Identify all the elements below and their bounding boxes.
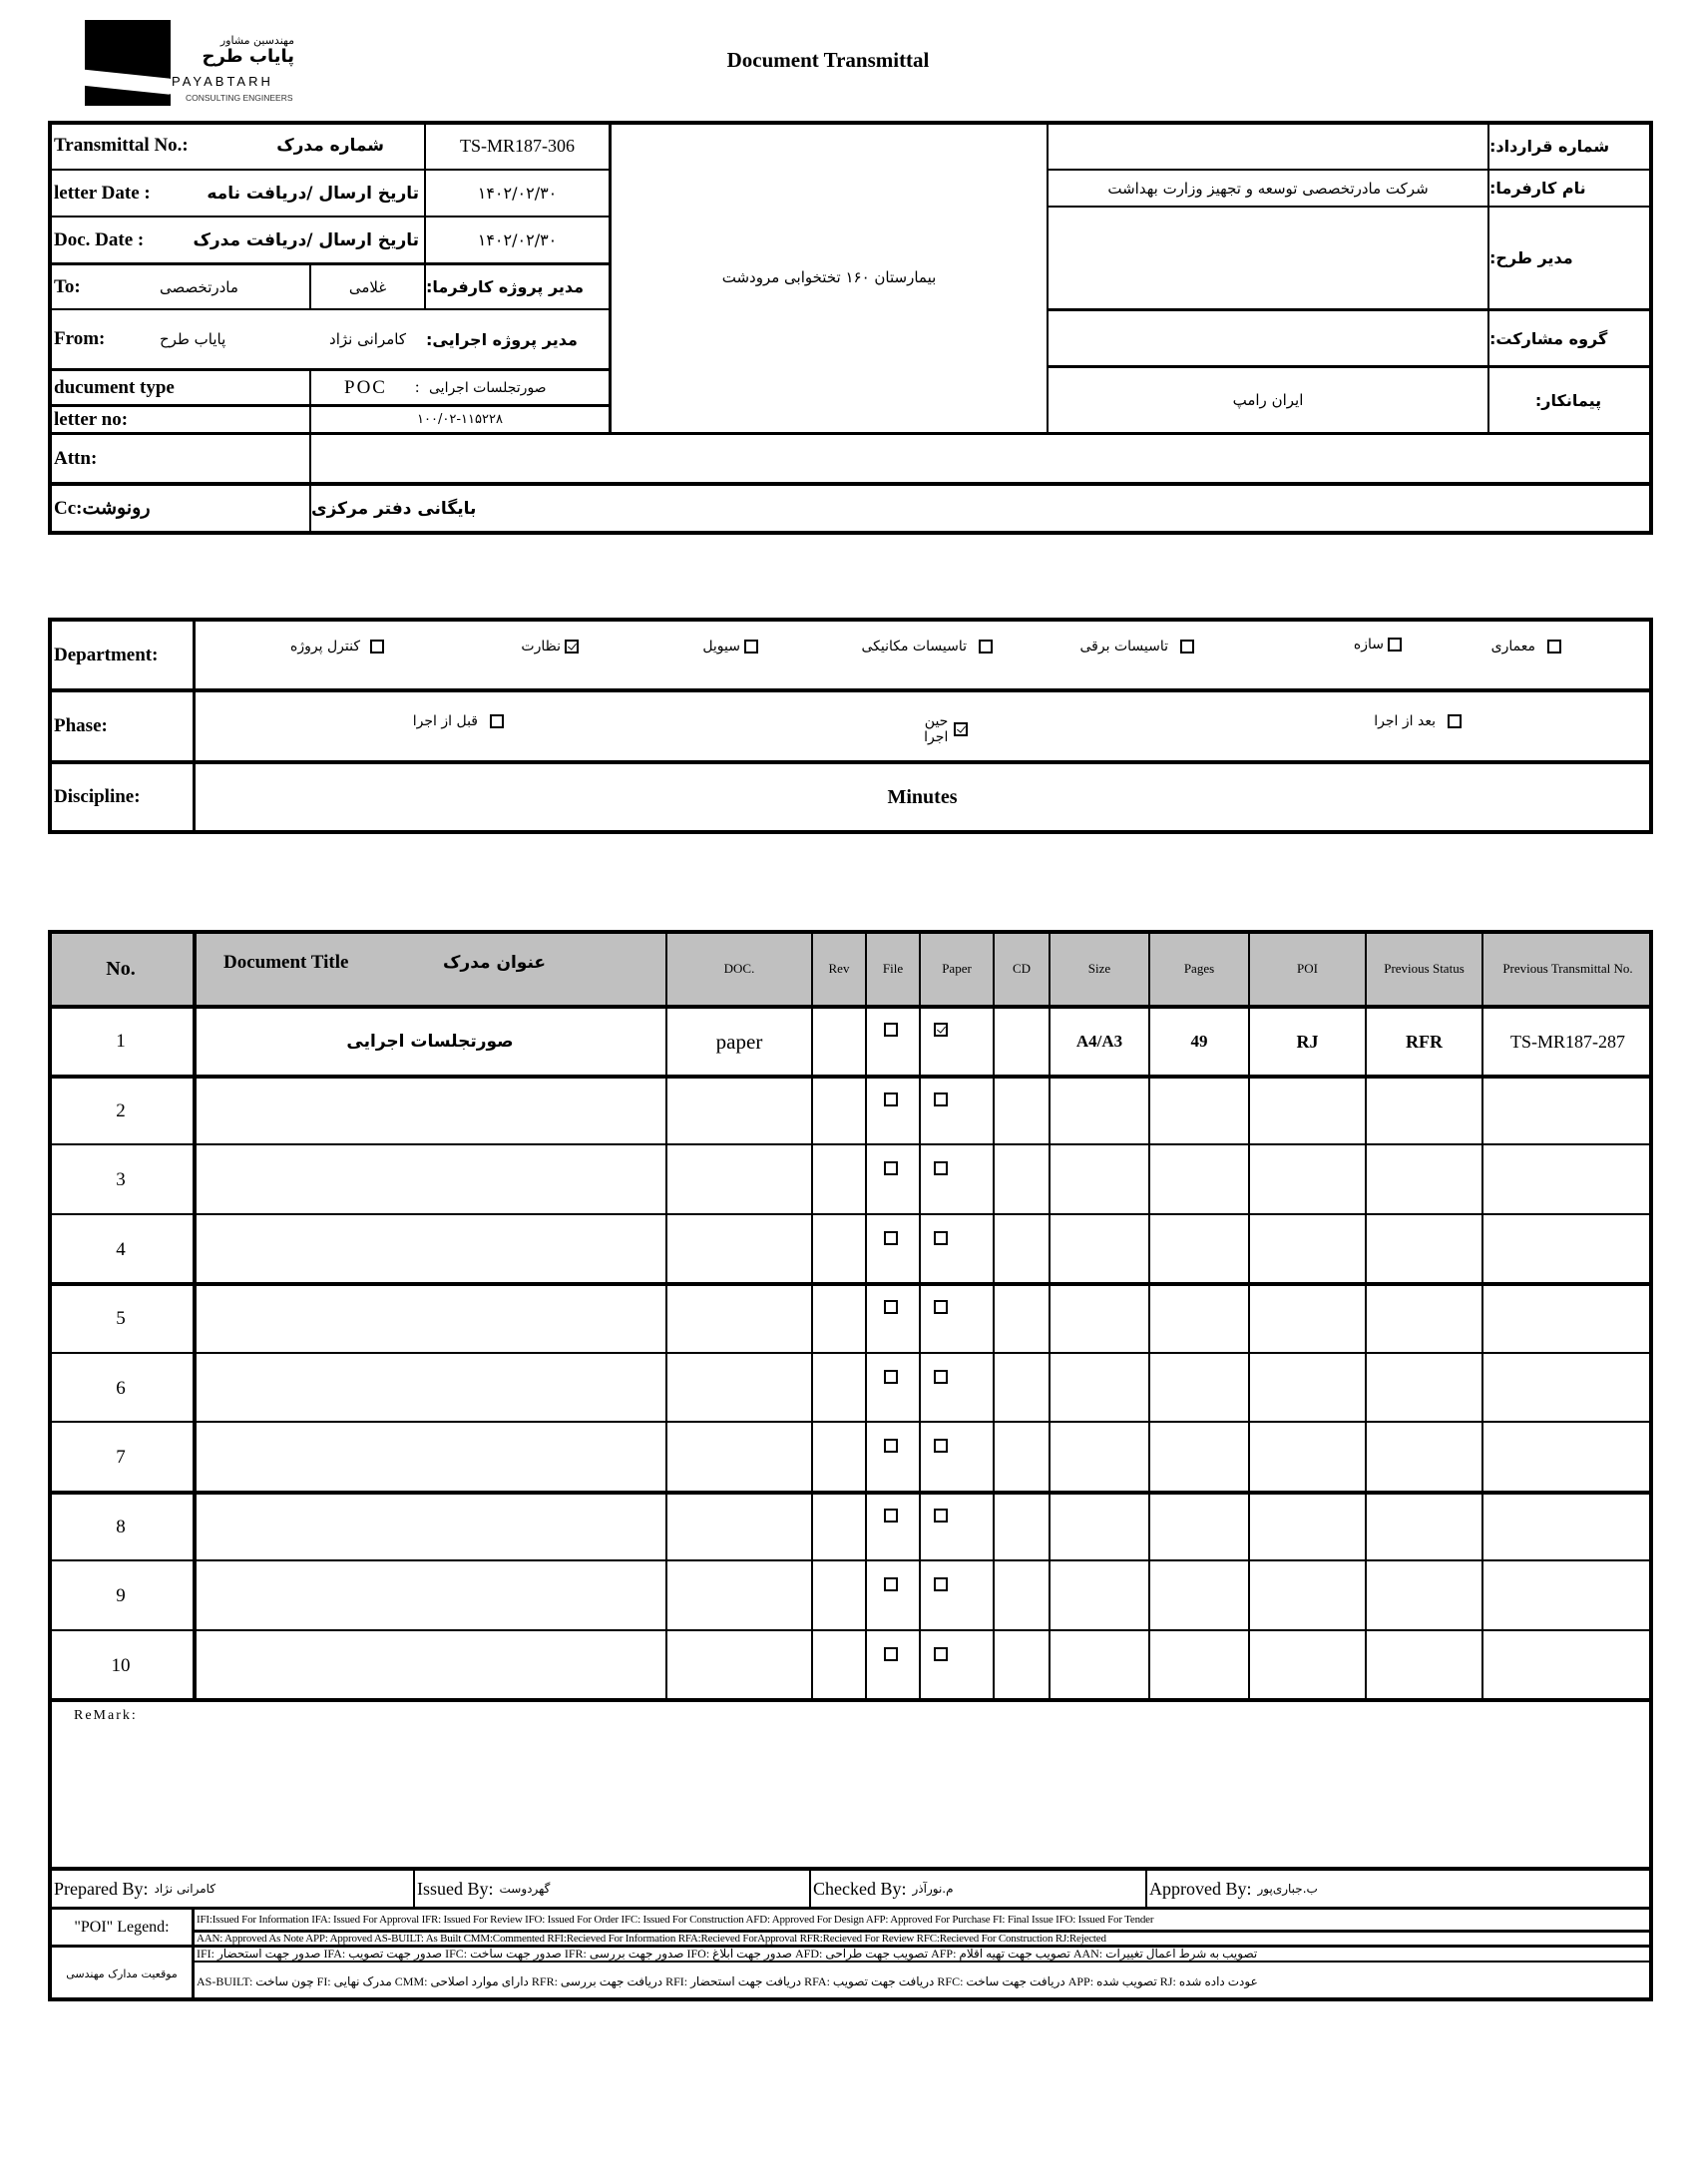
- rev-cell[interactable]: [812, 1425, 866, 1491]
- document-title-cell[interactable]: صورتجلسات اجرایی: [346, 1032, 514, 1052]
- previous-transmittal-cell[interactable]: [1482, 1633, 1653, 1699]
- doc-cell[interactable]: [666, 1633, 812, 1699]
- prepared-by-label: Prepared By:: [54, 1878, 149, 1899]
- document-title-cell[interactable]: [194, 1147, 666, 1213]
- poi-cell[interactable]: [1249, 1079, 1366, 1144]
- checkbox-icon[interactable]: [1448, 714, 1462, 728]
- rev-cell[interactable]: [812, 1633, 866, 1699]
- size-cell[interactable]: [1050, 1217, 1149, 1283]
- doc-cell[interactable]: paper: [715, 1029, 763, 1054]
- file-checkbox[interactable]: [884, 1645, 898, 1663]
- attn-value[interactable]: [311, 435, 1648, 482]
- row-number: 5: [116, 1308, 126, 1329]
- column-header-no: No.: [106, 957, 136, 980]
- checkbox-icon[interactable]: [934, 1509, 948, 1523]
- document-title-cell[interactable]: [194, 1425, 666, 1491]
- column-header-prev-transmittal: Previous Transmittal No.: [1502, 960, 1633, 976]
- contractor-value[interactable]: ایران رامپ: [1232, 391, 1304, 409]
- logo-persian-subtitle: مهندسین مشاور: [219, 34, 294, 47]
- rev-cell[interactable]: [812, 1356, 866, 1422]
- plan-manager-label: مدیر طرح:: [1489, 248, 1573, 267]
- page-title: Document Transmittal: [726, 48, 930, 72]
- checkbox-icon[interactable]: [490, 714, 504, 728]
- checkbox-icon[interactable]: [884, 1647, 898, 1661]
- document-title-cell[interactable]: [194, 1356, 666, 1422]
- checkbox-icon[interactable]: [1547, 640, 1561, 654]
- size-cell[interactable]: A4/A3: [1075, 1032, 1123, 1051]
- department-option-mechanical[interactable]: تاسیسات مکانیکی: [843, 639, 993, 655]
- column-header-file: File: [882, 961, 904, 976]
- transmittal-no-value[interactable]: TS-MR187-306: [459, 135, 575, 156]
- rev-cell[interactable]: [812, 1286, 866, 1352]
- rev-cell[interactable]: [812, 1147, 866, 1213]
- row-number: 3: [116, 1169, 126, 1190]
- row-number: 6: [116, 1378, 126, 1399]
- doc-cell[interactable]: [666, 1563, 812, 1629]
- size-cell[interactable]: [1050, 1633, 1149, 1699]
- column-header-size: Size: [1087, 961, 1111, 976]
- status-legend-line-2: AS-BUILT: چون ساخت FI: مدرک نهایی CMM: دارای موارد اصلاحی RFR: دریافت جهت بررسی RFI: دریافت جهت استحضار RFA: دریافت جهت تصویب RFC: دریافت جهت ساخت APP: تصویب شده RJ: عودت داده شده: [197, 1973, 1258, 1988]
- client-name-label: نام کارفرما:: [1489, 179, 1586, 198]
- rev-cell[interactable]: [812, 1563, 866, 1629]
- department-option-project-control[interactable]: کنترل پروژه: [264, 639, 384, 655]
- rev-cell[interactable]: [812, 1079, 866, 1144]
- checkbox-icon[interactable]: [934, 1439, 948, 1453]
- paper-checkbox[interactable]: [934, 1021, 948, 1039]
- column-header-doc: DOC.: [723, 961, 755, 976]
- phase-option-during[interactable]: حین اجرا: [898, 713, 968, 745]
- size-cell[interactable]: [1050, 1563, 1149, 1629]
- plan-manager-value[interactable]: [1049, 208, 1487, 308]
- file-checkbox[interactable]: [884, 1437, 898, 1455]
- size-cell[interactable]: [1050, 1356, 1149, 1422]
- checkbox-icon[interactable]: [884, 1300, 898, 1314]
- size-cell[interactable]: [1050, 1079, 1149, 1144]
- paper-checkbox[interactable]: [934, 1159, 948, 1177]
- transmittal-no-label-fa: شماره مدرک: [276, 136, 384, 156]
- rev-cell[interactable]: [812, 1217, 866, 1283]
- partnership-label: گروه مشارکت:: [1489, 328, 1608, 348]
- approved-by-label: Approved By:: [1149, 1878, 1252, 1899]
- contract-no-value[interactable]: [1049, 123, 1487, 169]
- checkbox-icon[interactable]: [934, 1161, 948, 1175]
- previous-status-cell[interactable]: [1366, 1563, 1482, 1629]
- column-header-title-en: Document Title: [223, 952, 349, 973]
- cc-label: Cc:رونوشت: [54, 498, 151, 519]
- logo-persian-name: پایاب طرح: [202, 46, 294, 67]
- file-checkbox[interactable]: [884, 1575, 898, 1593]
- checkbox-icon[interactable]: [1180, 640, 1194, 654]
- remark-label: ReMark:: [74, 1708, 138, 1723]
- previous-status-cell[interactable]: [1366, 1079, 1482, 1144]
- column-header-pages: Pages: [1183, 961, 1215, 976]
- document-title-cell[interactable]: [194, 1286, 666, 1352]
- doc-date-label: Doc. Date :: [54, 228, 145, 250]
- checkbox-icon[interactable]: [884, 1161, 898, 1175]
- paper-checkbox[interactable]: [934, 1091, 948, 1108]
- previous-status-cell[interactable]: [1366, 1425, 1482, 1491]
- doc-cell[interactable]: [666, 1286, 812, 1352]
- poi-legend-line-2: AAN: Approved As Note APP: Approved AS-BUILT: As Built CMM:Commented RFI:Recieved For Information RFA:Recieved ForApproval RFR:Recieved For Review RFC:Recieved For Construction RJ:Rejected: [197, 1933, 1106, 1945]
- letter-date-value[interactable]: ۱۴۰۲/۰۲/۳۰: [477, 184, 558, 203]
- previous-transmittal-cell[interactable]: [1482, 1356, 1653, 1422]
- checkbox-icon[interactable]: [884, 1577, 898, 1591]
- paper-checkbox[interactable]: [934, 1437, 948, 1455]
- previous-status-cell[interactable]: [1366, 1356, 1482, 1422]
- cd-cell[interactable]: [994, 1356, 1050, 1422]
- previous-transmittal-cell[interactable]: [1482, 1563, 1653, 1629]
- poi-legend-line-1: IFI:Issued For Information IFA: Issued For Approval IFR: Issued For Review IFO: Issued For Order IFC: Issued For Construction AFD: Approved For Design AFP: Approved For Purchase FI: Final Issue IFO: Issued For Tender: [197, 1914, 1154, 1926]
- checkbox-icon[interactable]: [884, 1231, 898, 1245]
- row-number: 1: [116, 1031, 126, 1052]
- from-value[interactable]: پایاب طرح: [160, 330, 226, 348]
- poi-cell[interactable]: [1249, 1633, 1366, 1699]
- paper-checkbox[interactable]: [934, 1298, 948, 1316]
- document-title-cell[interactable]: [194, 1495, 666, 1560]
- previous-transmittal-cell[interactable]: [1482, 1495, 1653, 1560]
- file-checkbox[interactable]: [884, 1159, 898, 1177]
- contractor-label: پیمانکار:: [1534, 390, 1602, 410]
- issued-by-label: Issued By:: [417, 1878, 494, 1899]
- column-header-rev: Rev: [828, 961, 850, 976]
- checkbox-icon[interactable]: [934, 1647, 948, 1661]
- cd-cell[interactable]: [994, 1495, 1050, 1560]
- status-legend-label: موقعیت مدارک مهندسی: [66, 1966, 178, 1980]
- doc-cell[interactable]: [666, 1147, 812, 1213]
- previous-status-cell[interactable]: [1366, 1147, 1482, 1213]
- size-cell[interactable]: [1050, 1495, 1149, 1560]
- logo-tagline: CONSULTING ENGINEERS: [186, 93, 293, 103]
- paper-checkbox[interactable]: [934, 1575, 948, 1593]
- partnership-value[interactable]: [1049, 311, 1487, 365]
- prepared-by-name[interactable]: کامرانی نژاد: [154, 1882, 216, 1896]
- file-checkbox[interactable]: [884, 1021, 898, 1039]
- logo-latin-name: PAYABTARH: [172, 74, 273, 89]
- poi-cell[interactable]: RJ: [1296, 1031, 1319, 1052]
- file-checkbox[interactable]: [884, 1507, 898, 1525]
- from-label: From:: [54, 328, 106, 349]
- previous-transmittal-cell[interactable]: [1482, 1286, 1653, 1352]
- poi-legend-label: "POI" Legend:: [74, 1918, 170, 1936]
- row-number: 4: [116, 1239, 126, 1260]
- column-header-poi: POI: [1297, 961, 1318, 976]
- contract-no-label: شماره قرارداد:: [1489, 136, 1610, 156]
- poi-cell[interactable]: [1249, 1495, 1366, 1560]
- to-value[interactable]: مادرتخصصی: [160, 277, 238, 296]
- checked-by-name[interactable]: م.نورآذر: [912, 1882, 954, 1896]
- doc-type-label: ducument type: [54, 376, 175, 398]
- from-person[interactable]: کامرانی نژاد: [329, 330, 406, 348]
- discipline-value[interactable]: Minutes: [887, 785, 958, 808]
- pages-cell[interactable]: [1149, 1495, 1249, 1560]
- phase-option-after[interactable]: بعد از اجرا: [1357, 713, 1462, 729]
- pages-cell[interactable]: [1149, 1633, 1249, 1699]
- department-label: Department:: [54, 644, 159, 665]
- doc-type-code: POC: [344, 376, 387, 398]
- document-title-cell[interactable]: [194, 1217, 666, 1283]
- department-option-electrical[interactable]: تاسیسات برقی: [1069, 639, 1194, 655]
- checkbox-icon[interactable]: [884, 1439, 898, 1453]
- doc-cell[interactable]: [666, 1425, 812, 1491]
- cd-cell[interactable]: [994, 1286, 1050, 1352]
- doc-cell[interactable]: [666, 1079, 812, 1144]
- pages-cell[interactable]: [1149, 1147, 1249, 1213]
- checkbox-icon[interactable]: [979, 640, 993, 654]
- cd-cell[interactable]: [994, 1563, 1050, 1629]
- pages-cell[interactable]: [1149, 1079, 1249, 1144]
- checkbox-checked-icon[interactable]: [565, 640, 579, 654]
- poi-cell[interactable]: [1249, 1563, 1366, 1629]
- column-header-title-fa: عنوان مدرک: [443, 953, 547, 973]
- to-person[interactable]: غلامی: [348, 277, 387, 296]
- checkbox-checked-icon[interactable]: [934, 1023, 948, 1037]
- logo-mark-icon: [85, 20, 171, 106]
- cd-cell[interactable]: [994, 1147, 1050, 1213]
- client-pm-label: مدیر پروژه کارفرما:: [426, 277, 585, 296]
- previous-transmittal-cell[interactable]: [1482, 1217, 1653, 1283]
- approved-by-name[interactable]: ب.جباری‌پور: [1257, 1882, 1318, 1896]
- row-number: 10: [111, 1655, 131, 1676]
- cd-cell[interactable]: [994, 1009, 1050, 1075]
- prepared-by: [54, 1871, 408, 1907]
- previous-status-cell[interactable]: RFR: [1406, 1031, 1443, 1052]
- size-cell[interactable]: [1050, 1425, 1149, 1491]
- letter-no-label: letter no:: [54, 408, 129, 430]
- checkbox-icon[interactable]: [744, 640, 758, 654]
- previous-status-cell[interactable]: [1366, 1217, 1482, 1283]
- discipline-label: Discipline:: [54, 786, 141, 807]
- poi-cell[interactable]: [1249, 1425, 1366, 1491]
- pages-cell[interactable]: [1149, 1217, 1249, 1283]
- doc-type-separator: :: [415, 378, 420, 396]
- client-name-value[interactable]: شرکت مادرتخصصی توسعه و تجهیز وزارت بهداشت: [1107, 179, 1429, 198]
- cd-cell[interactable]: [994, 1217, 1050, 1283]
- phase-option-before[interactable]: قبل از اجرا: [394, 713, 504, 729]
- column-header-prev-status: Previous Status: [1384, 960, 1465, 976]
- poi-cell[interactable]: [1249, 1356, 1366, 1422]
- checked-by: [813, 1871, 1142, 1907]
- issued-by-name[interactable]: گهردوست: [499, 1882, 551, 1896]
- previous-status-cell[interactable]: [1366, 1286, 1482, 1352]
- checkbox-icon[interactable]: [884, 1370, 898, 1384]
- letter-date-label-fa: تاریخ ارسال /دریافت نامه: [207, 183, 419, 204]
- letter-date-label: letter Date :: [54, 182, 151, 204]
- doc-date-label-fa: تاریخ ارسال /دریافت مدرک: [193, 229, 419, 250]
- cd-cell[interactable]: [994, 1079, 1050, 1144]
- doc-type-value[interactable]: صورتجلسات اجرایی: [429, 379, 547, 396]
- doc-cell[interactable]: [666, 1217, 812, 1283]
- rev-cell[interactable]: [812, 1495, 866, 1560]
- pages-cell[interactable]: [1149, 1356, 1249, 1422]
- paper-checkbox[interactable]: [934, 1645, 948, 1663]
- remark-field[interactable]: [60, 1731, 1636, 1861]
- checkbox-checked-icon[interactable]: [954, 722, 968, 736]
- poi-cell[interactable]: [1249, 1286, 1366, 1352]
- previous-transmittal-cell[interactable]: [1482, 1079, 1653, 1144]
- transmittal-no-label: Transmittal No.:: [54, 135, 189, 156]
- letter-no-value[interactable]: ۱۰۰/۰۲-۱۱۵۲۲۸: [417, 412, 503, 427]
- attn-label: Attn:: [54, 447, 98, 469]
- row-number: 2: [116, 1100, 126, 1121]
- poi-cell[interactable]: [1249, 1147, 1366, 1213]
- phase-label: Phase:: [54, 715, 108, 736]
- issued-by: [417, 1871, 806, 1907]
- previous-transmittal-cell[interactable]: [1482, 1147, 1653, 1213]
- project-name: بیمارستان ۱۶۰ تختخوابی مرودشت: [721, 268, 937, 286]
- checkbox-icon[interactable]: [934, 1092, 948, 1106]
- checkbox-icon[interactable]: [934, 1370, 948, 1384]
- department-option-civil[interactable]: سیویل: [688, 639, 758, 655]
- doc-date-value[interactable]: ۱۴۰۲/۰۲/۳۰: [477, 230, 558, 249]
- row-number: 9: [116, 1585, 126, 1606]
- checkbox-icon[interactable]: [934, 1577, 948, 1591]
- document-title-cell[interactable]: [194, 1079, 666, 1144]
- department-option-architecture[interactable]: معماری: [1481, 639, 1561, 655]
- status-legend-line-1: IFI: صدور جهت استحضار IFA: صدور جهت تصویب IFC: صدور جهت ساخت IFR: صدور جهت بررسی IFO: صدور جهت ابلاغ AFD: تصویب جهت طراحی AFP: تصویب جهت تهیه اقلام AAN: تصویب به شرط اعمال تغییرات: [197, 1948, 1258, 1961]
- pages-cell[interactable]: [1149, 1286, 1249, 1352]
- file-checkbox[interactable]: [884, 1091, 898, 1108]
- pages-cell[interactable]: [1149, 1563, 1249, 1629]
- approved-by: [1149, 1871, 1648, 1907]
- doc-cell[interactable]: [666, 1495, 812, 1560]
- cd-cell[interactable]: [994, 1425, 1050, 1491]
- file-checkbox[interactable]: [884, 1368, 898, 1386]
- file-checkbox[interactable]: [884, 1229, 898, 1247]
- file-checkbox[interactable]: [884, 1298, 898, 1316]
- poi-cell[interactable]: [1249, 1217, 1366, 1283]
- checked-by-label: Checked By:: [813, 1878, 907, 1899]
- to-label: To:: [54, 275, 81, 297]
- pages-cell[interactable]: 49: [1190, 1032, 1208, 1051]
- cc-value[interactable]: بایگانی دفتر مرکزی: [311, 498, 477, 519]
- paper-checkbox[interactable]: [934, 1229, 948, 1247]
- previous-status-cell[interactable]: [1366, 1633, 1482, 1699]
- doc-cell[interactable]: [666, 1356, 812, 1422]
- checkbox-icon[interactable]: [370, 640, 384, 654]
- checkbox-icon[interactable]: [934, 1231, 948, 1245]
- department-option-supervision[interactable]: نظارت: [489, 639, 579, 655]
- cd-cell[interactable]: [994, 1633, 1050, 1699]
- column-header-paper: Paper: [942, 961, 972, 976]
- exec-pm-label: مدیر پروژه اجرایی:: [426, 329, 578, 349]
- checkbox-icon[interactable]: [884, 1509, 898, 1523]
- paper-checkbox[interactable]: [934, 1368, 948, 1386]
- document-title-cell[interactable]: [194, 1563, 666, 1629]
- pages-cell[interactable]: [1149, 1425, 1249, 1491]
- checkbox-icon[interactable]: [1388, 638, 1402, 652]
- previous-transmittal-cell[interactable]: [1482, 1425, 1653, 1491]
- document-title-cell[interactable]: [194, 1633, 666, 1699]
- previous-status-cell[interactable]: [1366, 1495, 1482, 1560]
- department-option-structure[interactable]: سازه: [1342, 637, 1402, 653]
- size-cell[interactable]: [1050, 1286, 1149, 1352]
- column-header-cd: CD: [1012, 961, 1032, 976]
- row-number: 7: [116, 1447, 126, 1468]
- checkbox-icon[interactable]: [884, 1092, 898, 1106]
- checkbox-icon[interactable]: [884, 1023, 898, 1037]
- previous-transmittal-cell[interactable]: TS-MR187-287: [1509, 1031, 1625, 1052]
- rev-cell[interactable]: [812, 1009, 866, 1075]
- size-cell[interactable]: [1050, 1147, 1149, 1213]
- paper-checkbox[interactable]: [934, 1507, 948, 1525]
- row-number: 8: [116, 1517, 126, 1537]
- checkbox-icon[interactable]: [934, 1300, 948, 1314]
